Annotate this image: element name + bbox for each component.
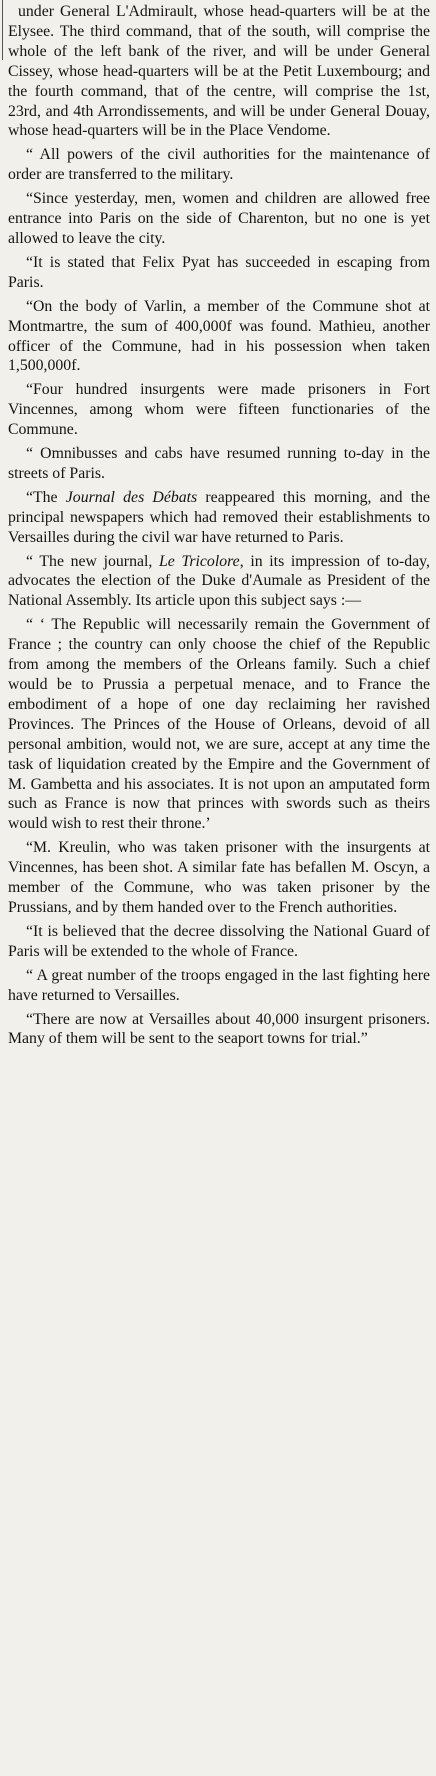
paragraph-omnibusses: “ Omnibusses and cabs have resumed running to-day in the streets of Paris. [8, 445, 430, 482]
tricolore-title: Le Tricolore [159, 552, 240, 570]
paragraph-national-guard: “It is believed that the decree dissolving the National Guard of Paris will be extended to the whole of France. [8, 922, 430, 960]
paragraph-journal-des-debats [8, 488, 430, 548]
journal-intro: “The [26, 488, 66, 506]
paragraph-prisoners: “There are now at Versailles about 40,000 insurgent prisoners. Many of them will be sent to the seaport towns for trial.” [8, 1010, 430, 1048]
paragraph-civil-powers: “ All powers of the civil authorities for the maintenance of order are transferred to the military. [8, 146, 430, 184]
column-rule [2, 0, 3, 60]
paragraph-troops-returned: “ A great number of the troops engaged in the last fighting here have returned to Versailles. [8, 966, 430, 1004]
journal-rest: reappeared this morning, and the principal newspapers which had removed their establishments to Versailles during the civil war have returned to Paris. [8, 488, 430, 546]
paragraph-felix-pyat: “It is stated that Felix Pyat has succeeded in escaping from Paris. [8, 253, 430, 291]
paragraph-kreulin: “M. Kreulin, who was taken prisoner with the insurgents at Vincennes, has been shot. A similar fate has befallen M. Oscyn, a member of the Commune, who was taken prisoner by the Prussians, and by them handed over to the French authorities. [8, 839, 430, 916]
paragraph-entrance-paris: “Since yesterday, men, women and children are allowed free entrance into Paris on the side of Charenton, but no one is yet allowed to leave the city. [8, 190, 430, 247]
journal-title: Journal des Débats [65, 488, 198, 506]
paragraph-military-commands: under General L'Admirault, whose head-quarters will be at the Elysee. The third command, that of the south, will comprise the whole of the left bank of the river, and will be under General Cissey, whose head-quarters will be at the Petit Luxembourg; and the fourth command, that of the centre, will comprise the 1st, 23rd, and 4th Arrondissements, and will be under General Douay, whose head-quarters will be in the Place Vendome. [8, 3, 430, 140]
paragraph-republic-quote: “ ‘ The Republic will necessarily remain the Government of France ; the country can only choose the chief of the Republic from among the members of the Orleans family. Such a chief would be to Prussia a perpetual menace, and to France the embodiment of a hope of one day reclaiming her ravished Provinces. The Princes of the House of Orleans, devoid of all personal ambition, would not, we are sure, accept at any time the task of liquidation created by the Empire and the Government of M. Gambetta and his associates. It is not upon an amputated form such as France is now that princes with swords such as theirs would wish to rest their throne.’ [8, 616, 430, 833]
tricolore-intro: “ The new journal, [26, 552, 159, 570]
tricolore-rest: , in its impression of to-day, advocates the election of the Duke d'Aumale as President of the National Assembly. Its article upon this subject says :— [8, 552, 430, 610]
paragraph-fort-vincennes: “Four hundred insurgents were made prisoners in Fort Vincennes, among whom were fifteen functionaries of the Commune. [8, 381, 430, 439]
article-column [8, 2, 430, 1053]
paragraph-varlin: “On the body of Varlin, a member of the Commune shot at Montmartre, the sum of 400,000f was found. Mathieu, another officer of the Commune, had in his possession when taken 1,500,000f. [8, 297, 430, 375]
paragraph-le-tricolore [8, 552, 430, 612]
